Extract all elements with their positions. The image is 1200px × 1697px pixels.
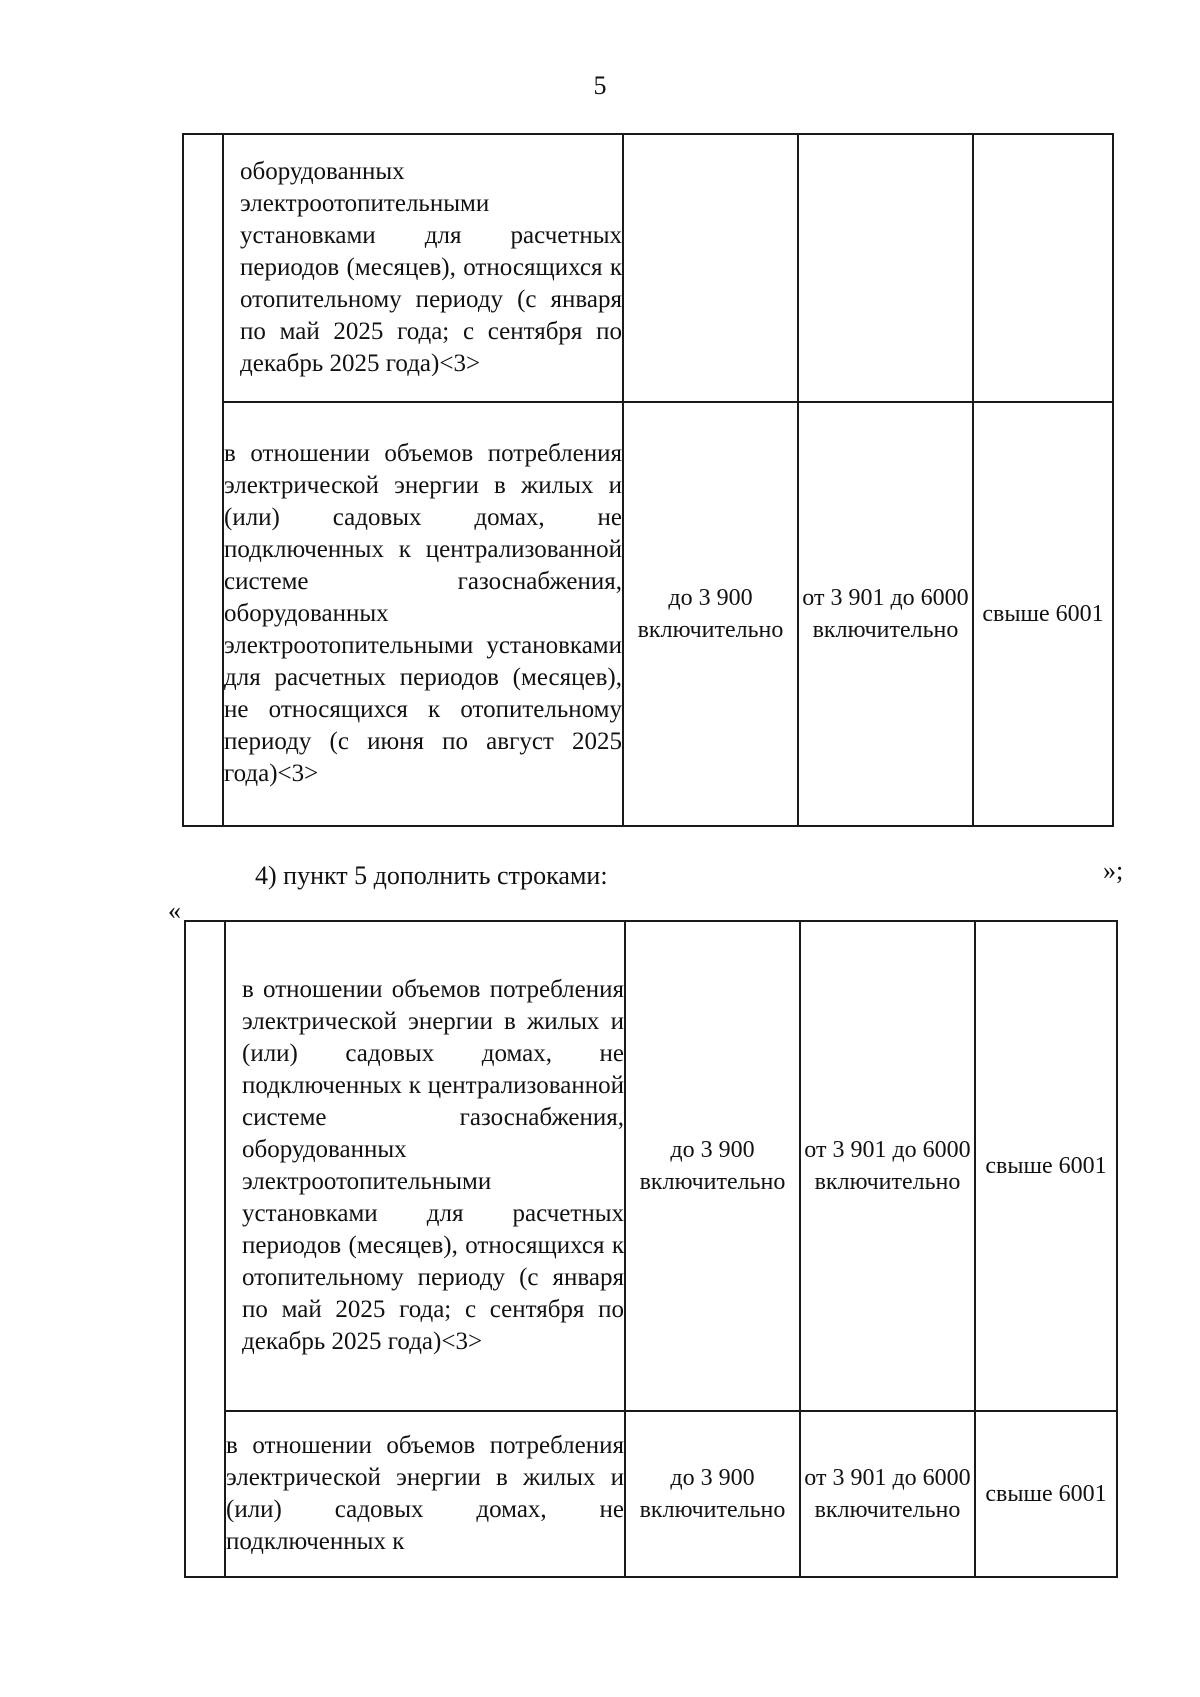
blank-cell [183, 134, 223, 826]
table-row [183, 134, 1113, 402]
volume-range-mid: от 3 901 до 6000 включительно [800, 921, 975, 1411]
tariff-table-added [184, 920, 1118, 1578]
blank-cell [185, 921, 225, 1577]
volume-range-mid [798, 134, 973, 402]
volume-range-low: до 3 900 включительно [625, 921, 800, 1411]
volume-range-high: свыше 6001 [973, 402, 1113, 826]
volume-range-mid: от 3 901 до 6000 включительно [800, 1411, 975, 1577]
row-description: в отношении объемов потребления электрической энергии в жилых и (или) садовых домах, не подключенных к [225, 1411, 625, 1577]
opening-quote: « [168, 896, 181, 925]
closing-quote: »; [1103, 856, 1124, 885]
table-row [185, 1411, 1117, 1577]
row-description: оборудованных электроотопительными установками для расчетных периодов (месяцев), относящихся к отопительному периоду (с января по май 2025 года; с сентября по декабрь 2025 года)<3> [223, 134, 623, 402]
volume-range-low [623, 134, 798, 402]
amendment-text: 4) пункт 5 дополнить строками: [255, 861, 608, 890]
tariff-table-continued [182, 133, 1114, 827]
volume-range-high: свыше 6001 [975, 1411, 1117, 1577]
table-row [185, 921, 1117, 1411]
table-row [183, 402, 1113, 826]
volume-range-high: свыше 6001 [975, 921, 1117, 1411]
row-description: в отношении объемов потребления электрической энергии в жилых и (или) садовых домах, не подключенных к централизованной системе газоснабжения, оборудованных электроотопительными установками для расчетных периодов (месяцев), не относящихся к отопительному периоду (с июня по август 2025 года)<3> [223, 402, 623, 826]
page-number: 5 [593, 71, 607, 100]
row-description: в отношении объемов потребления электрической энергии в жилых и (или) садовых домах, не подключенных к централизованной системе газоснабжения, оборудованных электроотопительными установками для расчетных периодов (месяцев), относящихся к отопительному периоду (с января по май 2025 года; с сентября по декабрь 2025 года)<3> [225, 921, 625, 1411]
volume-range-high [973, 134, 1113, 402]
volume-range-low: до 3 900 включительно [625, 1411, 800, 1577]
volume-range-mid: от 3 901 до 6000 включительно [798, 402, 973, 826]
volume-range-low: до 3 900 включительно [623, 402, 798, 826]
